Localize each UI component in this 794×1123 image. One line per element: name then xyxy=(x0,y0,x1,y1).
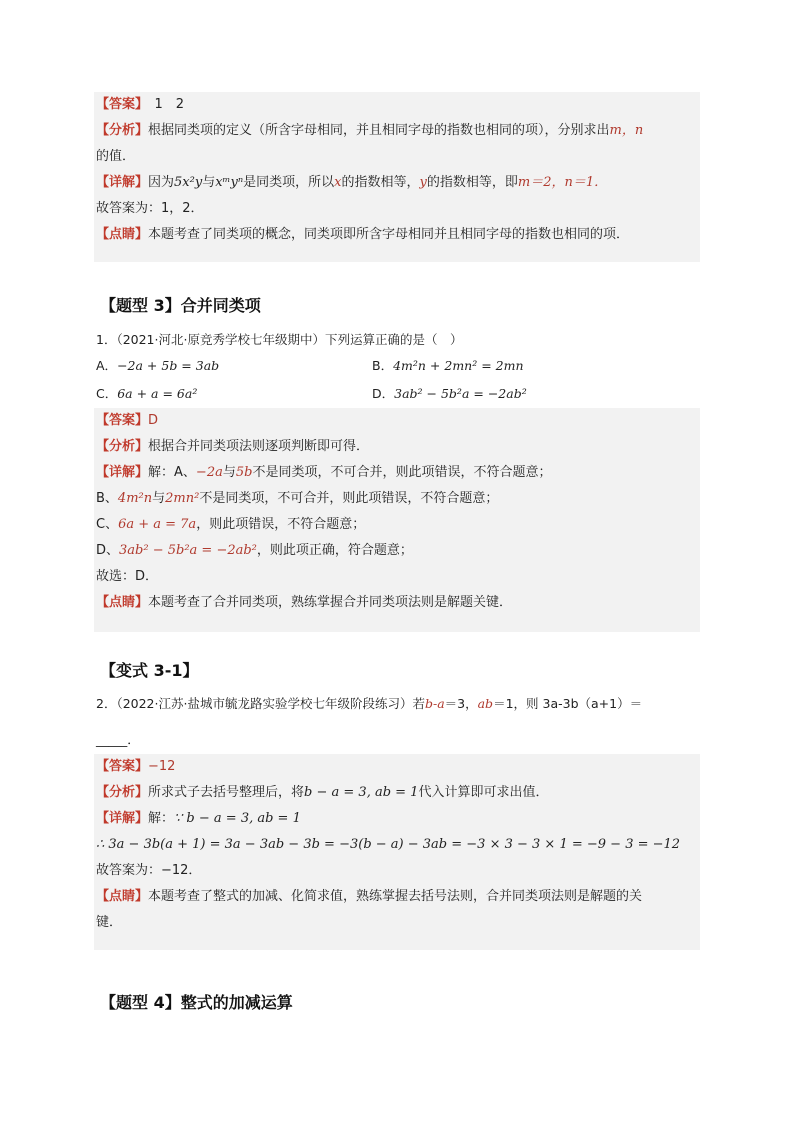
variant-heading: 【变式 3-1】 xyxy=(100,661,199,680)
detail-text: 解：A、 xyxy=(148,465,196,480)
analysis-line xyxy=(96,780,698,806)
comment-text: 本题考查了合并同类项，熟练掌握合并同类项法则是解题关键． xyxy=(148,595,513,610)
math-expr: b − a = 3, ab = 1 xyxy=(304,785,419,800)
question-1-stem: 1．（2021·河北·原竞秀学校七年级期中）下列运算正确的是（ ） xyxy=(96,332,463,347)
section-heading-4: 【题型 4】整式的加减运算 xyxy=(100,993,293,1012)
detail-line-4 xyxy=(96,538,698,564)
detail-text: 与 xyxy=(152,491,166,506)
question-text: 2．（2022·江苏·盐城市毓龙路实验学校七年级阶段练习）若 xyxy=(96,696,425,711)
answer-blank: _____． xyxy=(96,732,140,747)
detail-tag: 【详解】 xyxy=(96,465,149,480)
analysis-text: 根据合并同类项法则逐项判断即可得． xyxy=(148,439,370,454)
detail-text: 的指数相等，即 xyxy=(426,175,518,190)
option-label: A． xyxy=(96,358,118,373)
math-expr: 5b xyxy=(235,465,253,480)
question-text: ＝1，则 3a-3b（a+1）＝ xyxy=(493,696,643,711)
comment-line-cont xyxy=(96,910,698,936)
conclusion-line xyxy=(96,858,698,884)
analysis-text: 所求式子去括号整理后，将 xyxy=(148,785,305,800)
calc-line xyxy=(96,832,698,858)
answer-tag: 【答案】 xyxy=(96,759,149,774)
math-expr: 2mn² xyxy=(165,491,200,506)
analysis-cont: 的值． xyxy=(96,149,136,164)
answer-value: 1 2 xyxy=(141,97,185,112)
option-d xyxy=(372,382,527,406)
analysis-tag: 【分析】 xyxy=(96,785,149,800)
comment-text: 键． xyxy=(96,915,123,930)
math-expr: 3ab² − 5b²a = −2ab² xyxy=(119,543,257,558)
option-expr: 6a + a = 6a² xyxy=(117,386,198,401)
math-expr: 5x²y xyxy=(174,175,203,190)
answer-line xyxy=(96,408,698,434)
answer-line xyxy=(96,92,698,118)
detail-result: m＝2，n＝1． xyxy=(517,175,608,190)
detail-text: 不是同类项，不可合并，则此项错误，不符合题意； xyxy=(252,465,552,480)
analysis-line xyxy=(96,434,698,460)
option-label: B． xyxy=(372,358,394,373)
option-expr: 3ab² − 5b²a = −2ab² xyxy=(394,386,527,401)
question-1-options-row-2 xyxy=(96,382,706,406)
detail-line-1 xyxy=(96,460,698,486)
option-expr: −2a + 5b = 3ab xyxy=(117,358,220,373)
conclusion-text: 故答案为：1，2． xyxy=(96,201,204,216)
math-expr: b-a xyxy=(424,696,445,711)
math-expr: 6a + a = 7a xyxy=(118,517,197,532)
answer-tag: 【答案】 xyxy=(96,97,142,112)
conclusion-line xyxy=(96,196,698,222)
detail-line-3 xyxy=(96,512,698,538)
comment-tag: 【点睛】 xyxy=(96,595,149,610)
option-a xyxy=(96,354,219,378)
math-expr: ab xyxy=(477,696,494,711)
question-text: ＝3， xyxy=(444,696,478,711)
detail-text: D、 xyxy=(96,543,120,558)
detail-text: 与 xyxy=(222,465,236,480)
option-c xyxy=(96,382,197,406)
conclusion-text: 故选：D． xyxy=(96,569,159,584)
calculation: ∴ 3a − 3b(a + 1) = 3a − 3ab − 3b = −3(b − a) − 3ab = −3 × 3 − 3 × 1 = −9 − 3 = −12 xyxy=(96,837,681,852)
analysis-line xyxy=(96,118,698,144)
math-expr: ∵ b − a = 3, ab = 1 xyxy=(174,811,301,826)
answer-tag: 【答案】 xyxy=(96,413,149,428)
detail-text: C、 xyxy=(96,517,119,532)
math-expr: xᵐyⁿ xyxy=(215,175,244,190)
detail-line xyxy=(96,806,698,832)
analysis-tag: 【分析】 xyxy=(96,123,149,138)
detail-text: ，则此项正确，符合题意； xyxy=(256,543,413,558)
detail-text: 因为 xyxy=(148,175,175,190)
detail-text: 的指数相等， xyxy=(341,175,420,190)
comment-line xyxy=(96,884,698,910)
solution-box-1 xyxy=(94,92,700,262)
answer-value: −12 xyxy=(148,759,176,774)
math-expr: −2a xyxy=(195,465,223,480)
detail-text: 与 xyxy=(202,175,216,190)
detail-text: 解： xyxy=(148,811,175,826)
conclusion-line xyxy=(96,564,698,590)
analysis-vars: m，n xyxy=(609,123,644,138)
math-var: x xyxy=(334,175,342,190)
solution-box-2 xyxy=(94,408,700,632)
section-heading-3: 【题型 3】合并同类项 xyxy=(100,296,261,315)
answer-value: D xyxy=(148,413,159,428)
detail-tag: 【详解】 xyxy=(96,175,149,190)
option-label: C． xyxy=(96,386,118,401)
option-b xyxy=(372,354,524,378)
analysis-tag: 【分析】 xyxy=(96,439,149,454)
detail-line-2 xyxy=(96,486,698,512)
question-2-stem xyxy=(96,692,706,716)
detail-text: 是同类项，所以 xyxy=(243,175,335,190)
detail-text: 不是同类项，不可合并，则此项错误，不符合题意； xyxy=(199,491,499,506)
analysis-line-cont xyxy=(96,144,698,170)
detail-text: B、 xyxy=(96,491,118,506)
option-expr: 4m²n + 2mn² = 2mn xyxy=(393,358,524,373)
detail-line xyxy=(96,170,698,196)
math-expr: 4m²n xyxy=(117,491,153,506)
question-1-options-row-1 xyxy=(96,354,706,378)
comment-line xyxy=(96,222,698,248)
math-var: y xyxy=(419,175,427,190)
detail-tag: 【详解】 xyxy=(96,811,149,826)
answer-line xyxy=(96,754,698,780)
conclusion-text: 故答案为：−12． xyxy=(96,863,202,878)
analysis-text: 根据同类项的定义（所含字母相同，并且相同字母的指数也相同的项），分别求出 xyxy=(148,123,610,138)
comment-text: 本题考查了整式的加减、化简求值，熟练掌握去括号法则，合并同类项法则是解题的关 xyxy=(148,889,643,904)
solution-box-3 xyxy=(94,754,700,950)
analysis-text: 代入计算即可求出值． xyxy=(418,785,549,800)
detail-text: ，则此项错误，不符合题意； xyxy=(196,517,366,532)
comment-tag: 【点睛】 xyxy=(96,227,149,242)
comment-text: 本题考查了同类项的概念，同类项即所含字母相同并且相同字母的指数也相同的项． xyxy=(148,227,630,242)
comment-tag: 【点睛】 xyxy=(96,889,149,904)
comment-line xyxy=(96,590,698,616)
option-label: D． xyxy=(372,386,395,401)
